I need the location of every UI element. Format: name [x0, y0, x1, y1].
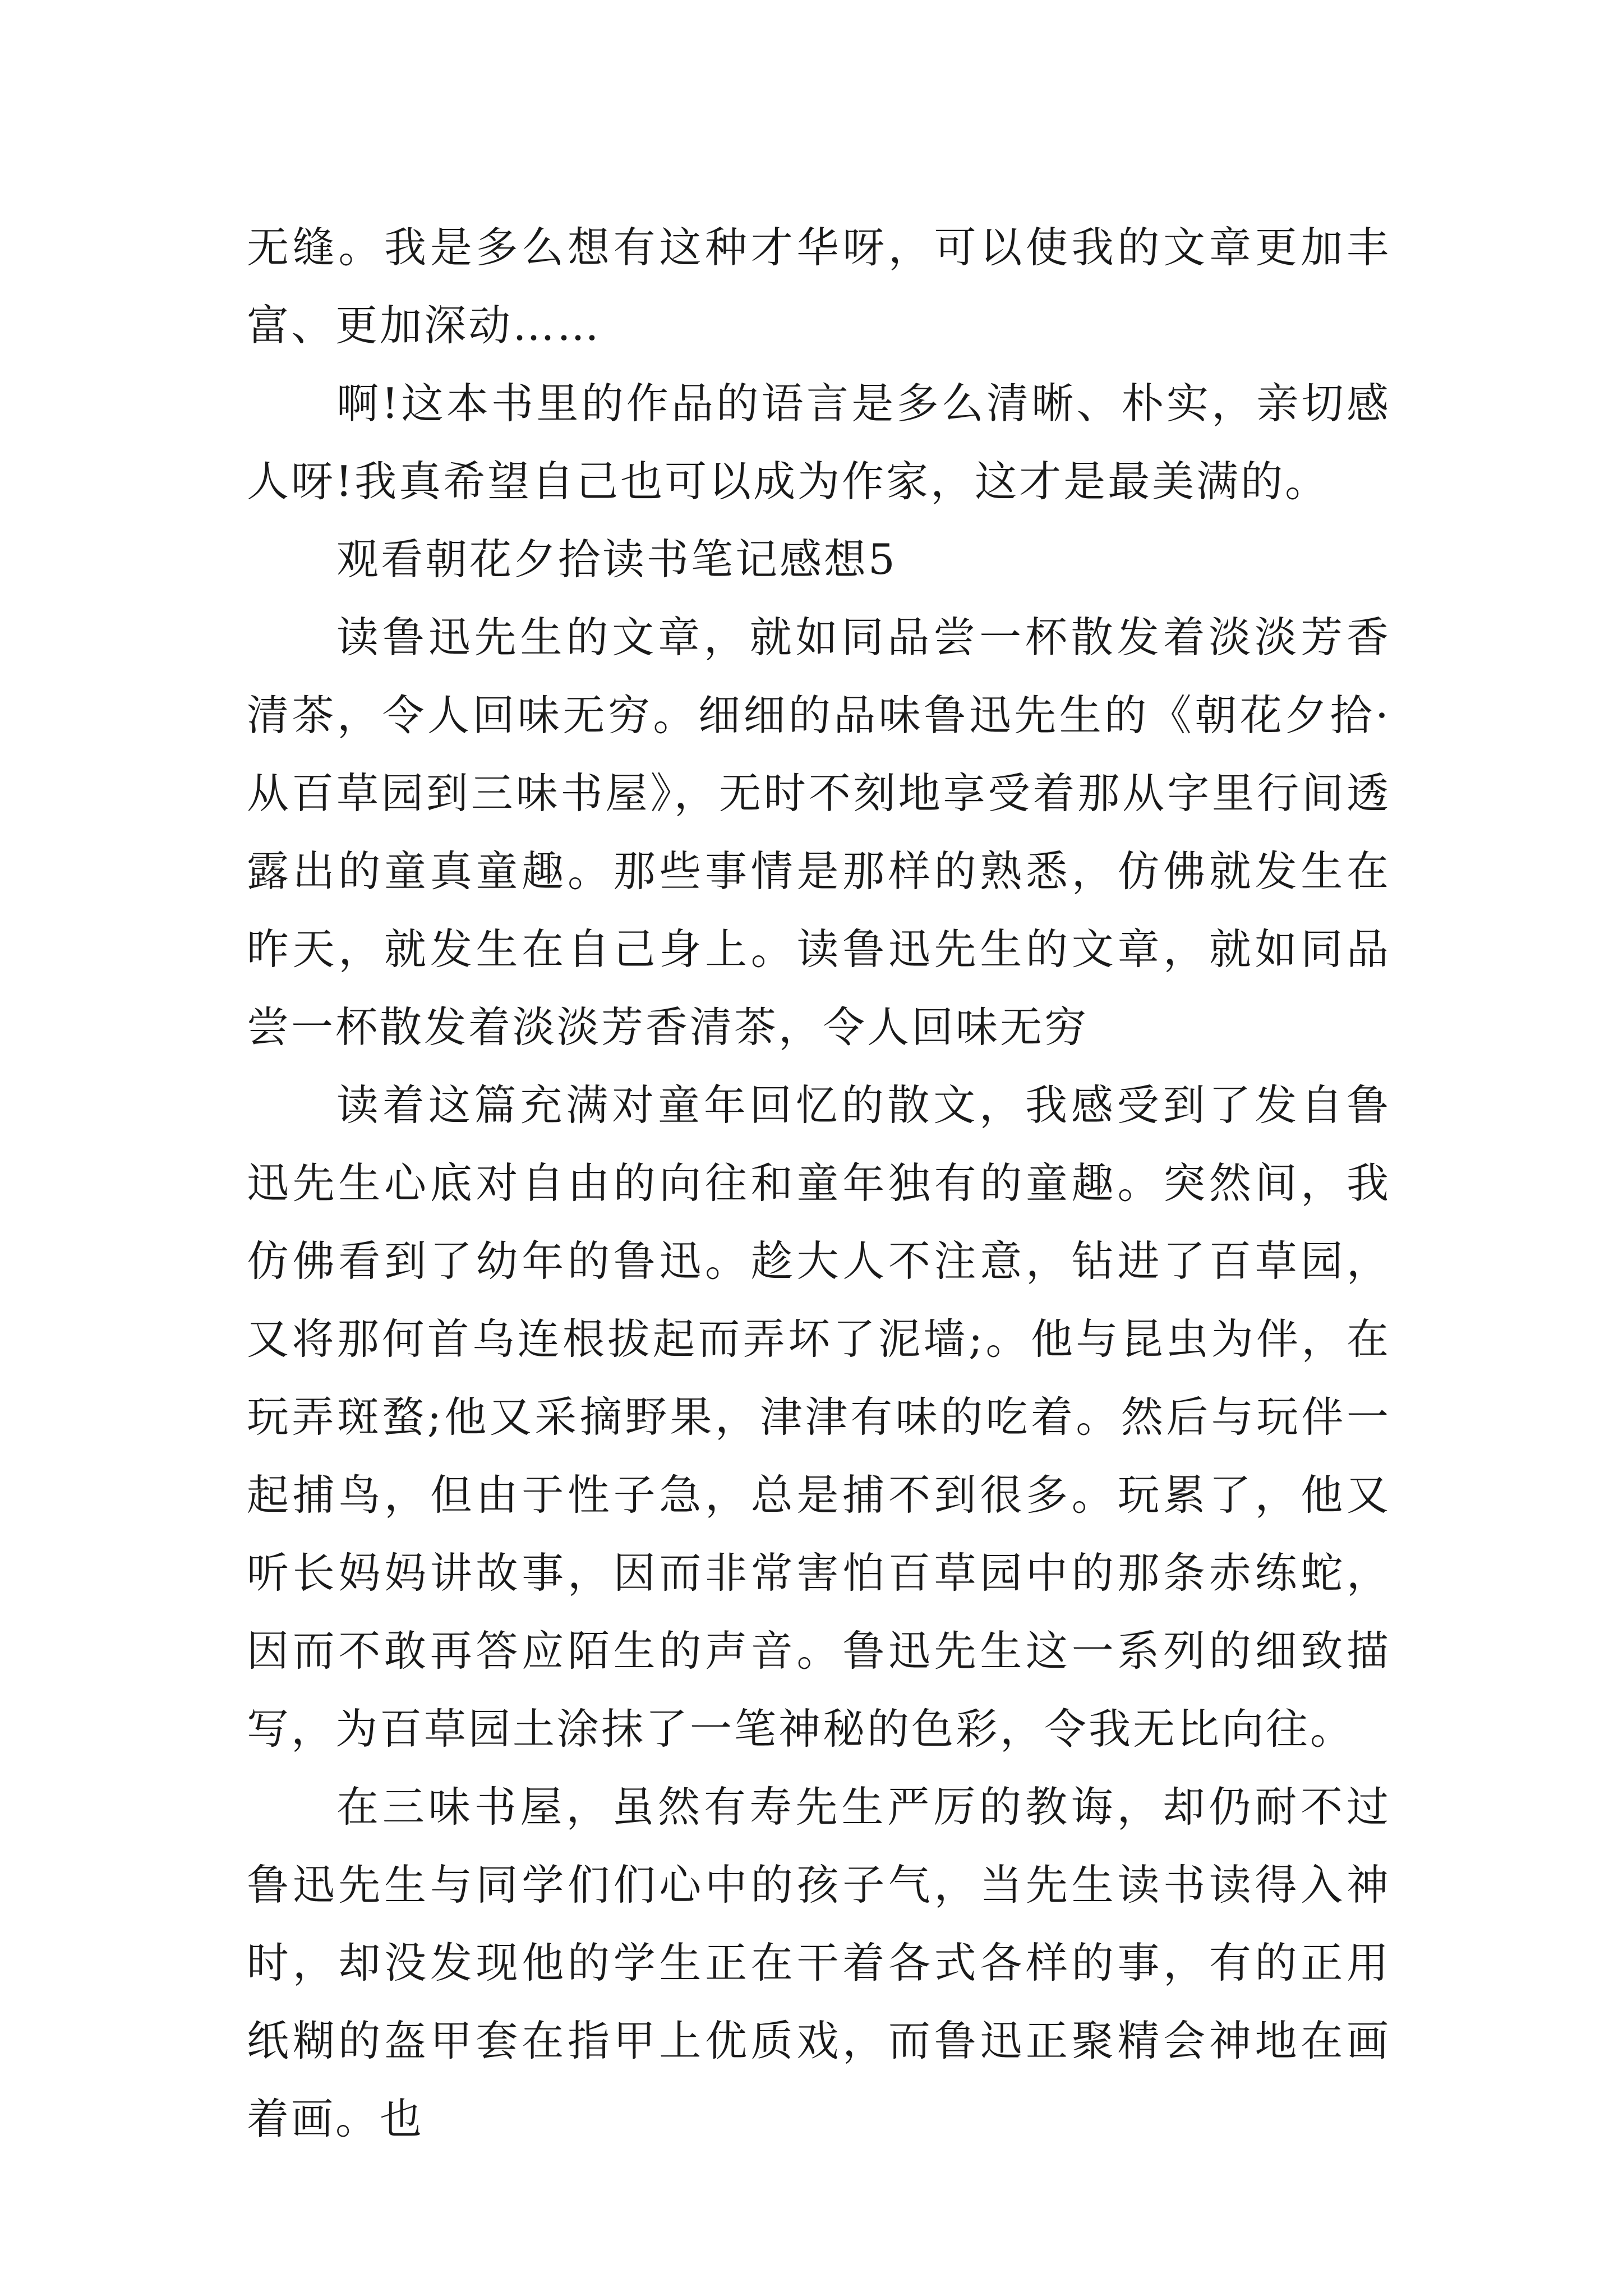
paragraph: 读着这篇充满对童年回忆的散文，我感受到了发自鲁迅先生心底对自由的向往和童年独有的童趣。突然间，我仿佛看到了幼年的鲁迅。趁大人不注意，钻进了百草园，又将那何首乌连根拔起而弄坏了泥墙;。他与昆虫为伴，在玩弄斑蝥;他又采摘野果，津津有味的吃着。然后与玩伴一起捕鸟，但由于性子急，总是捕不到很多。玩累了，他又听长妈妈讲故事，因而非常害怕百草园中的那条赤练蛇，因而不敢再答应陌生的声音。鲁迅先生这一系列的细致描写，为百草园土涂抹了一笔神秘的色彩，令我无比向往。: [247, 1080, 1391, 1754]
section-title: 观看朝花夕拾读书笔记感想5: [336, 535, 897, 584]
paragraph: 读鲁迅先生的文章，就如同品尝一杯散发着淡淡芳香清茶，令人回味无穷。细细的品味鲁迅先生的《朝花夕拾·从百草园到三味书屋》，无时不刻地享受着那从字里行间透露出的童真童趣。那些事情是那样的熟悉，仿佛就发生在昨天，就发生在自己身上。读鲁迅先生的文章，就如同品尝一杯散发着淡淡芳香清茶，令人回味无穷: [247, 613, 1391, 1052]
paragraph-continued: 无缝。我是多么想有这种才华呀，可以使我的文章更加丰富、更加深动……: [247, 223, 1391, 350]
paragraph: 在三味书屋，虽然有寿先生严厉的教诲，却仍耐不过鲁迅先生与同学们们心中的孩子气，当先生读书读得入神时，却没发现他的学生正在干着各式各样的事，有的正用纸糊的盔甲套在指甲上优质戏，而鲁迅正聚精会神地在画着画。也: [247, 1782, 1391, 2143]
document-body: [247, 209, 1391, 2158]
paragraph: 啊!这本书里的作品的语言是多么清晰、朴实，亲切感人呀!我真希望自己也可以成为作家，这才是最美满的。: [247, 379, 1391, 506]
